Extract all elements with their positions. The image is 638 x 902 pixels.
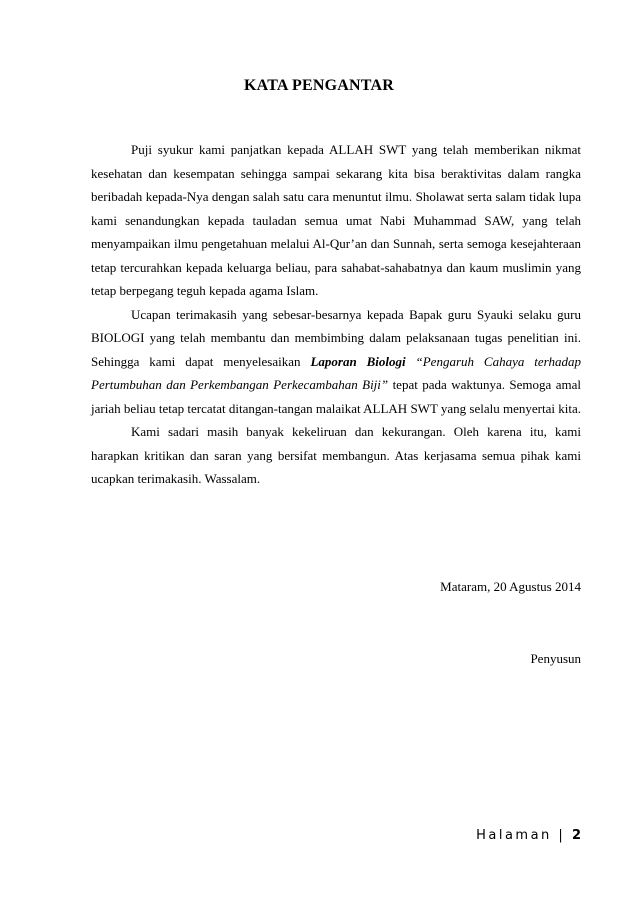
- paragraph-2-text-start: Ucapan terimakasih yang sebesar-besarnya kepada Bapak guru Syauki selaku guru BIOLOGI yang telah membantu dan membimbing dalam pelaksanaan tugas penelitian ini. Sehingga kami dapat menyelesaikan: [91, 306, 581, 369]
- page-number: 2: [571, 828, 581, 843]
- report-type-title: Laporan Biologi: [310, 353, 406, 369]
- footer-separator: |: [551, 828, 572, 843]
- document-body: [91, 138, 581, 491]
- report-title: “Pengaruh Cahaya terhadap Pertumbuhan dan Perkembangan Perkecambahan Biji”: [91, 353, 581, 392]
- paragraph-1: Puji syukur kami panjatkan kepada ALLAH SWT yang telah memberikan nikmat kesehatan dan kesempatan sehingga sampai sekarang kita bisa beraktivitas dalam rangka beribadah kepada-Nya dengan salah satu cara menuntut ilmu. Sholawat serta salam tidak lupa kami senandungkan kepada tauladan semua umat Nabi Muhammad SAW, yang telah menyampaikan ilmu pengetahuan melalui Al-Qur’an dan Sunnah, serta semoga kesejahteraan tetap tercurahkan kepada keluarga beliau, para sahabat-sahabatnya dan kaum muslimin yang tetap berpegang teguh kepada agama Islam.: [91, 142, 581, 298]
- author-signature: Penyusun: [530, 651, 581, 666]
- paragraph-2-text-end: tepat pada waktunya. Semoga amal jariah beliau tetap tercatat ditangan-tangan malaikat ALLAH SWT yang selalu menyertai kita.: [91, 377, 581, 416]
- place-date: Mataram, 20 Agustus 2014: [440, 579, 581, 594]
- paragraph-3: Kami sadari masih banyak kekeliruan dan kekurangan. Oleh karena itu, kami harapkan kritikan dan saran yang bersifat membangun. Atas kerjasama semua pihak kami ucapkan terimakasih. Wassalam.: [91, 424, 581, 486]
- page-title: KATA PENGANTAR: [244, 77, 394, 94]
- footer-label: Halaman: [476, 828, 552, 843]
- page-footer: [476, 828, 581, 843]
- paragraph-2: [91, 303, 581, 421]
